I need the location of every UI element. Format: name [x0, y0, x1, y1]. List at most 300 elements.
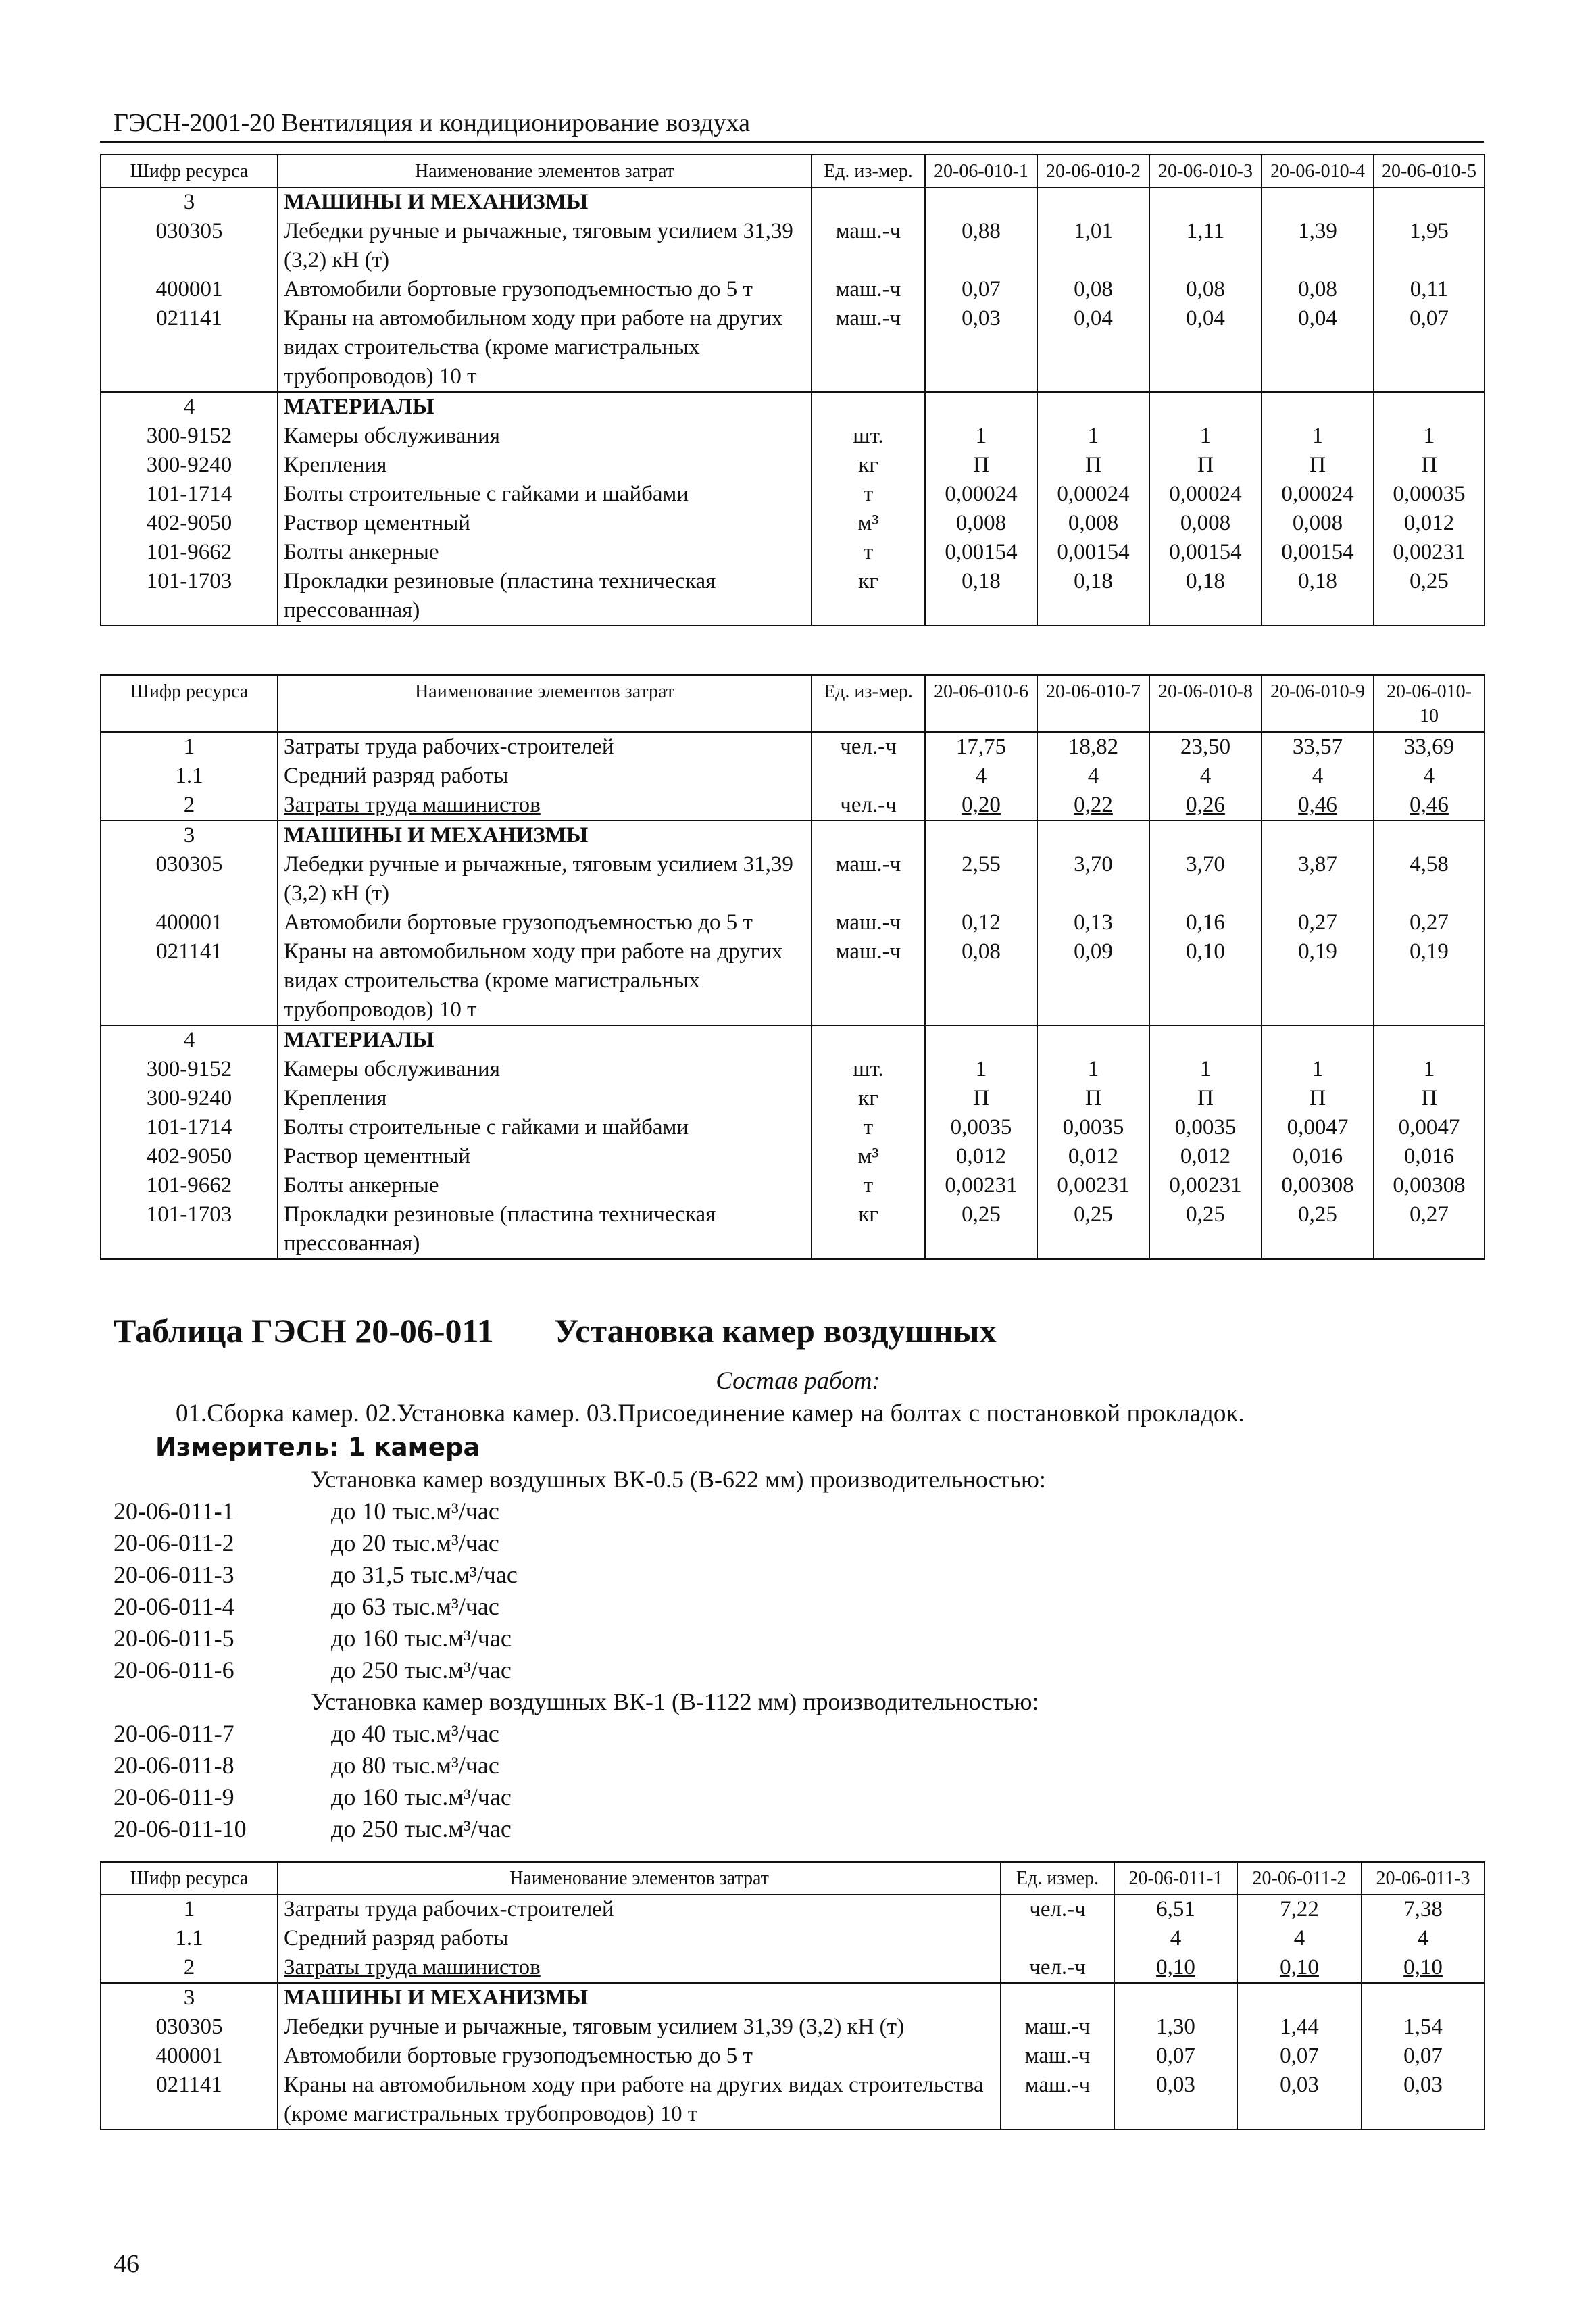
value-cell: П [1374, 451, 1485, 480]
table-name: Установка камер воздушных [554, 1312, 997, 1350]
column-header: Шифр ресурса [101, 155, 278, 187]
column-header: 20-06-010-4 [1262, 155, 1374, 187]
unit: маш.-ч [812, 908, 925, 937]
value-cell: 0,10 [1149, 937, 1262, 1025]
table-row [101, 304, 1485, 392]
value-cell: П [925, 1084, 1037, 1113]
value-cell: 1 [1037, 422, 1149, 451]
resource-code: 402-9050 [101, 1142, 278, 1171]
unit: шт. [812, 1055, 925, 1084]
value-cell: 1 [1149, 422, 1262, 451]
table-row [101, 1894, 1485, 1924]
resource-code: 021141 [101, 2071, 278, 2130]
value-cell: П [1037, 1084, 1149, 1113]
norm-description: до 40 тыс.м³/час [331, 1720, 499, 1747]
section-header-row [101, 392, 1485, 422]
unit: шт. [812, 422, 925, 451]
value-cell: 7,22 [1237, 1894, 1362, 1924]
page-number: 46 [114, 2250, 139, 2278]
norm-code: 20-06-011-4 [114, 1593, 234, 1620]
value-cell: 18,82 [1037, 732, 1149, 762]
unit: чел.-ч [1001, 1953, 1114, 1983]
norm-heading-text: Установка камер воздушных ВК-0.5 (В-622 мм) производительностью: [311, 1466, 1046, 1493]
column-header: Наименование элементов затрат [278, 675, 812, 732]
value-cell: 0,25 [1037, 1200, 1149, 1259]
work-composition-text: 01.Сборка камер. 02.Установка камер. 03.Присоединение камер на болтах с постановкой прокладок. [176, 1400, 1245, 1427]
value-cell: 1 [925, 422, 1037, 451]
value-cell: 0,27 [1374, 908, 1485, 937]
value-cell: 0,008 [925, 509, 1037, 538]
value-cell: 0,18 [1149, 567, 1262, 626]
resource-name: Болты анкерные [278, 538, 812, 567]
section-header-row [101, 1025, 1485, 1055]
empty-cell [1262, 392, 1374, 422]
resource-code: 400001 [101, 275, 278, 304]
section-title: МАТЕРИАЛЫ [278, 392, 812, 422]
resource-name: Прокладки резиновые (пластина техническая прессованная) [278, 567, 812, 626]
value-cell: 0,25 [1374, 567, 1485, 626]
table-row [101, 1953, 1485, 1983]
table-row [101, 2071, 1485, 2130]
resource-code: 300-9240 [101, 451, 278, 480]
unit: чел.-ч [812, 791, 925, 820]
unit: кг [812, 567, 925, 626]
value-cell: 0,03 [1362, 2071, 1485, 2130]
norm-heading-text: Установка камер воздушных ВК-1 (В-1122 мм) производительностью: [311, 1688, 1039, 1715]
unit: маш.-ч [812, 304, 925, 392]
empty-cell [1374, 1025, 1485, 1055]
empty-cell [1149, 187, 1262, 217]
norm-description: до 160 тыс.м³/час [331, 1625, 512, 1652]
value-cell: 1,01 [1037, 217, 1149, 275]
column-header: 20-06-010-6 [925, 675, 1037, 732]
empty-cell [1362, 1983, 1485, 2013]
work-composition-title: Состав работ: [716, 1367, 880, 1395]
value-cell: 4 [1374, 762, 1485, 791]
unit: кг [812, 451, 925, 480]
value-cell: 0,20 [925, 791, 1037, 820]
empty-cell [1374, 820, 1485, 850]
empty-cell [925, 392, 1037, 422]
column-header: Ед. из-мер. [812, 155, 925, 187]
value-cell: 0,0035 [925, 1113, 1037, 1142]
resource-code: 021141 [101, 937, 278, 1025]
resource-code: 030305 [101, 2013, 278, 2042]
value-cell: 0,0047 [1374, 1113, 1485, 1142]
table-header-row [101, 675, 1485, 732]
resource-name: Автомобили бортовые грузоподъемностью до 5 т [278, 2042, 1001, 2071]
resource-code: 101-1714 [101, 480, 278, 509]
table-row [101, 937, 1485, 1025]
resource-name: Камеры обслуживания [278, 422, 812, 451]
value-cell: 1,11 [1149, 217, 1262, 275]
table-row [101, 1200, 1485, 1259]
section-title: МАШИНЫ И МЕХАНИЗМЫ [278, 1983, 1001, 2013]
value-cell: 0,03 [1237, 2071, 1362, 2130]
empty-cell [1037, 187, 1149, 217]
resource-name: Болты строительные с гайками и шайбами [278, 1113, 812, 1142]
section-code: 4 [101, 392, 278, 422]
section-code: 4 [101, 1025, 278, 1055]
value-cell: 1,39 [1262, 217, 1374, 275]
section-title: МАШИНЫ И МЕХАНИЗМЫ [278, 187, 812, 217]
table-row [101, 762, 1485, 791]
resource-code: 030305 [101, 850, 278, 908]
value-cell: 17,75 [925, 732, 1037, 762]
section-title: МАШИНЫ И МЕХАНИЗМЫ [278, 820, 812, 850]
unit: чел.-ч [1001, 1894, 1114, 1924]
resource-name: Краны на автомобильном ходу при работе на других видах строительства (кроме магистральных трубопроводов) 10 т [278, 304, 812, 392]
value-cell: 0,07 [1374, 304, 1485, 392]
table-row [101, 567, 1485, 626]
norm-description: до 20 тыс.м³/час [331, 1529, 499, 1556]
value-cell: 0,00154 [1037, 538, 1149, 567]
value-cell: П [1149, 451, 1262, 480]
value-cell: 1 [925, 1055, 1037, 1084]
empty-cell [812, 392, 925, 422]
unit [812, 762, 925, 791]
empty-cell [812, 187, 925, 217]
value-cell: 0,04 [1037, 304, 1149, 392]
table-row [101, 2042, 1485, 2071]
norm-description: до 31,5 тыс.м³/час [331, 1561, 518, 1588]
unit: маш.-ч [812, 937, 925, 1025]
empty-cell [1037, 1025, 1149, 1055]
unit: маш.-ч [1001, 2042, 1114, 2071]
table-row [101, 480, 1485, 509]
value-cell: 0,88 [925, 217, 1037, 275]
unit: м³ [812, 1142, 925, 1171]
section-header-row [101, 820, 1485, 850]
norm-code: 20-06-011-10 [114, 1815, 247, 1842]
norm-code: 20-06-011-7 [114, 1720, 234, 1747]
measure-unit: Измеритель: 1 камера [155, 1433, 480, 1462]
column-header: 20-06-011-1 [1114, 1862, 1237, 1894]
table-row [101, 509, 1485, 538]
value-cell: 0,016 [1374, 1142, 1485, 1171]
value-cell: 4,58 [1374, 850, 1485, 908]
value-cell: 0,00154 [1149, 538, 1262, 567]
norm-description: до 63 тыс.м³/час [331, 1593, 499, 1620]
table-row [101, 1142, 1485, 1171]
value-cell: 0,18 [925, 567, 1037, 626]
value-cell: 0,46 [1262, 791, 1374, 820]
value-cell: 3,70 [1037, 850, 1149, 908]
resource-name: Автомобили бортовые грузоподъемностью до 5 т [278, 275, 812, 304]
unit: маш.-ч [812, 850, 925, 908]
norm-description: до 250 тыс.м³/час [331, 1815, 512, 1842]
value-cell: 0,19 [1374, 937, 1485, 1025]
table-row [101, 1924, 1485, 1953]
value-cell: 4 [1149, 762, 1262, 791]
resource-code: 101-1703 [101, 567, 278, 626]
value-cell: 1,54 [1362, 2013, 1485, 2042]
resource-table-011-1-3 [100, 1861, 1485, 2130]
value-cell: 1,95 [1374, 217, 1485, 275]
value-cell: 0,012 [925, 1142, 1037, 1171]
section-code: 3 [101, 1983, 278, 2013]
header-rule [100, 141, 1484, 143]
value-cell: 0,08 [925, 937, 1037, 1025]
empty-cell [925, 187, 1037, 217]
value-cell: 0,00024 [1262, 480, 1374, 509]
value-cell: 0,00024 [925, 480, 1037, 509]
resource-name: Средний разряд работы [278, 1924, 1001, 1953]
value-cell: 0,25 [925, 1200, 1037, 1259]
column-header: 20-06-010-9 [1262, 675, 1374, 732]
value-cell: 1 [1374, 422, 1485, 451]
resource-code: 021141 [101, 304, 278, 392]
table-header-row [101, 155, 1485, 187]
value-cell: 0,26 [1149, 791, 1262, 820]
table-row [101, 908, 1485, 937]
table-header-row [101, 1862, 1485, 1894]
resource-name: Затраты труда машинистов [278, 791, 812, 820]
resource-name: Лебедки ручные и рычажные, тяговым усилием 31,39 (3,2) кН (т) [278, 217, 812, 275]
resource-code: 1.1 [101, 762, 278, 791]
table-row [101, 2013, 1485, 2042]
table-row [101, 1171, 1485, 1200]
value-cell: 0,07 [1237, 2042, 1362, 2071]
value-cell: 23,50 [1149, 732, 1262, 762]
value-cell: П [1262, 451, 1374, 480]
empty-cell [1149, 1025, 1262, 1055]
column-header: Ед. из-мер. [812, 675, 925, 732]
value-cell: 0,25 [1262, 1200, 1374, 1259]
section-code: 3 [101, 187, 278, 217]
value-cell: 0,11 [1374, 275, 1485, 304]
value-cell: 0,04 [1262, 304, 1374, 392]
resource-name: Затраты труда рабочих-строителей [278, 1894, 1001, 1924]
column-header: 20-06-010-8 [1149, 675, 1262, 732]
value-cell: 0,09 [1037, 937, 1149, 1025]
empty-cell [925, 1025, 1037, 1055]
column-header: Наименование элементов затрат [278, 155, 812, 187]
value-cell: 0,08 [1149, 275, 1262, 304]
empty-cell [812, 820, 925, 850]
value-cell: 3,87 [1262, 850, 1374, 908]
value-cell: 0,008 [1262, 509, 1374, 538]
value-cell: 0,0035 [1037, 1113, 1149, 1142]
empty-cell [1237, 1983, 1362, 2013]
resource-name: Крепления [278, 1084, 812, 1113]
value-cell: 0,012 [1037, 1142, 1149, 1171]
unit: маш.-ч [1001, 2013, 1114, 2042]
empty-cell [1374, 392, 1485, 422]
value-cell: 0,00308 [1262, 1171, 1374, 1200]
value-cell: 0,00154 [1262, 538, 1374, 567]
value-cell: 0,10 [1362, 1953, 1485, 1983]
value-cell: 0,07 [925, 275, 1037, 304]
resource-name: Краны на автомобильном ходу при работе на других видах строительства (кроме магистральных трубопроводов) 10 т [278, 937, 812, 1025]
norm-description: до 80 тыс.м³/час [331, 1752, 499, 1779]
value-cell: П [1262, 1084, 1374, 1113]
column-header: Наименование элементов затрат [278, 1862, 1001, 1894]
value-cell: 0,19 [1262, 937, 1374, 1025]
empty-cell [1262, 187, 1374, 217]
unit [1001, 1924, 1114, 1953]
value-cell: П [925, 451, 1037, 480]
unit: т [812, 480, 925, 509]
value-cell: 4 [925, 762, 1037, 791]
value-cell: 0,27 [1374, 1200, 1485, 1259]
value-cell: 1,44 [1237, 2013, 1362, 2042]
unit: маш.-ч [1001, 2071, 1114, 2130]
value-cell: 0,13 [1037, 908, 1149, 937]
value-cell: 1 [1262, 422, 1374, 451]
resource-code: 030305 [101, 217, 278, 275]
value-cell: 7,38 [1362, 1894, 1485, 1924]
value-cell: 0,0047 [1262, 1113, 1374, 1142]
empty-cell [925, 820, 1037, 850]
resource-name: Затраты труда рабочих-строителей [278, 732, 812, 762]
norm-code: 20-06-011-6 [114, 1656, 234, 1683]
resource-code: 402-9050 [101, 509, 278, 538]
resource-name: Камеры обслуживания [278, 1055, 812, 1084]
value-cell: 0,00024 [1037, 480, 1149, 509]
table-row [101, 1055, 1485, 1084]
unit: маш.-ч [812, 275, 925, 304]
unit: кг [812, 1084, 925, 1113]
section-title: МАТЕРИАЛЫ [278, 1025, 812, 1055]
column-header: Шифр ресурса [101, 1862, 278, 1894]
value-cell: 0,18 [1037, 567, 1149, 626]
empty-cell [1262, 1025, 1374, 1055]
value-cell: 1 [1374, 1055, 1485, 1084]
value-cell: 0,00035 [1374, 480, 1485, 509]
resource-table-010-6-10 [100, 674, 1485, 1260]
norm-description: до 10 тыс.м³/час [331, 1498, 499, 1525]
resource-name: Лебедки ручные и рычажные, тяговым усилием 31,39 (3,2) кН (т) [278, 2013, 1001, 2042]
resource-code: 400001 [101, 2042, 278, 2071]
value-cell: 0,00231 [1149, 1171, 1262, 1200]
unit: т [812, 1171, 925, 1200]
unit: кг [812, 1200, 925, 1259]
value-cell: 2,55 [925, 850, 1037, 908]
value-cell: 4 [1114, 1924, 1237, 1953]
value-cell: 0,03 [1114, 2071, 1237, 2130]
value-cell: 0,18 [1262, 567, 1374, 626]
value-cell: 4 [1237, 1924, 1362, 1953]
resource-code: 300-9152 [101, 1055, 278, 1084]
empty-cell [1037, 820, 1149, 850]
resource-name: Автомобили бортовые грузоподъемностью до 5 т [278, 908, 812, 937]
resource-name: Крепления [278, 451, 812, 480]
resource-code: 2 [101, 1953, 278, 1983]
value-cell: 33,69 [1374, 732, 1485, 762]
value-cell: 1,30 [1114, 2013, 1237, 2042]
resource-code: 101-1714 [101, 1113, 278, 1142]
column-header: 20-06-010-3 [1149, 155, 1262, 187]
value-cell: П [1149, 1084, 1262, 1113]
value-cell: 6,51 [1114, 1894, 1237, 1924]
value-cell: 33,57 [1262, 732, 1374, 762]
column-header: 20-06-010-2 [1037, 155, 1149, 187]
value-cell: 0,08 [1262, 275, 1374, 304]
value-cell: 0,012 [1149, 1142, 1262, 1171]
empty-cell [1037, 392, 1149, 422]
value-cell: 0,008 [1037, 509, 1149, 538]
value-cell: 0,00231 [1374, 538, 1485, 567]
page-header: ГЭСН-2001-20 Вентиляция и кондиционирование воздуха [114, 109, 751, 137]
resource-code: 1.1 [101, 1924, 278, 1953]
table-row [101, 451, 1485, 480]
table-row [101, 275, 1485, 304]
resource-code: 1 [101, 1894, 278, 1924]
column-header: Шифр ресурса [101, 675, 278, 732]
value-cell: 0,012 [1374, 509, 1485, 538]
value-cell: 0,03 [925, 304, 1037, 392]
resource-code: 101-9662 [101, 538, 278, 567]
value-cell: 0,22 [1037, 791, 1149, 820]
resource-name: Раствор цементный [278, 509, 812, 538]
value-cell: 0,16 [1149, 908, 1262, 937]
value-cell: 3,70 [1149, 850, 1262, 908]
empty-cell [1114, 1983, 1237, 2013]
column-header: 20-06-011-3 [1362, 1862, 1485, 1894]
resource-code: 300-9152 [101, 422, 278, 451]
table-row [101, 538, 1485, 567]
resource-table-010-1-5 [100, 154, 1485, 626]
value-cell: 0,00231 [1037, 1171, 1149, 1200]
table-label: Таблица ГЭСН 20-06-011 [114, 1312, 494, 1350]
resource-name: Лебедки ручные и рычажные, тяговым усилием 31,39 (3,2) кН (т) [278, 850, 812, 908]
resource-name: Болты анкерные [278, 1171, 812, 1200]
norm-code: 20-06-011-1 [114, 1498, 234, 1525]
column-header: 20-06-011-2 [1237, 1862, 1362, 1894]
section-header-row [101, 187, 1485, 217]
value-cell: 4 [1037, 762, 1149, 791]
value-cell: 0,00231 [925, 1171, 1037, 1200]
value-cell: 0,10 [1237, 1953, 1362, 1983]
section-code: 3 [101, 820, 278, 850]
value-cell: П [1374, 1084, 1485, 1113]
table-row [101, 732, 1485, 762]
column-header: 20-06-010-10 [1374, 675, 1485, 732]
resource-code: 101-9662 [101, 1171, 278, 1200]
value-cell: 1 [1262, 1055, 1374, 1084]
column-header: 20-06-010-1 [925, 155, 1037, 187]
value-cell: 4 [1362, 1924, 1485, 1953]
value-cell: П [1037, 451, 1149, 480]
value-cell: 0,00024 [1149, 480, 1262, 509]
resource-code: 300-9240 [101, 1084, 278, 1113]
value-cell: 0,27 [1262, 908, 1374, 937]
resource-name: Краны на автомобильном ходу при работе на других видах строительства (кроме магистральных трубопроводов) 10 т [278, 2071, 1001, 2130]
table-row [101, 791, 1485, 820]
resource-code: 400001 [101, 908, 278, 937]
value-cell: 1 [1037, 1055, 1149, 1084]
value-cell: 0,08 [1037, 275, 1149, 304]
empty-cell [1374, 187, 1485, 217]
resource-name: Раствор цементный [278, 1142, 812, 1171]
empty-cell [1001, 1983, 1114, 2013]
resource-name: Болты строительные с гайками и шайбами [278, 480, 812, 509]
column-header: 20-06-010-5 [1374, 155, 1485, 187]
table-title [114, 1311, 997, 1350]
resource-code: 2 [101, 791, 278, 820]
resource-name: Затраты труда машинистов [278, 1953, 1001, 1983]
empty-cell [812, 1025, 925, 1055]
table-row [101, 1113, 1485, 1142]
value-cell: 4 [1262, 762, 1374, 791]
value-cell: 0,46 [1374, 791, 1485, 820]
value-cell: 1 [1149, 1055, 1262, 1084]
value-cell: 0,07 [1362, 2042, 1485, 2071]
norm-code: 20-06-011-9 [114, 1783, 234, 1811]
section-header-row [101, 1983, 1485, 2013]
resource-code: 1 [101, 732, 278, 762]
